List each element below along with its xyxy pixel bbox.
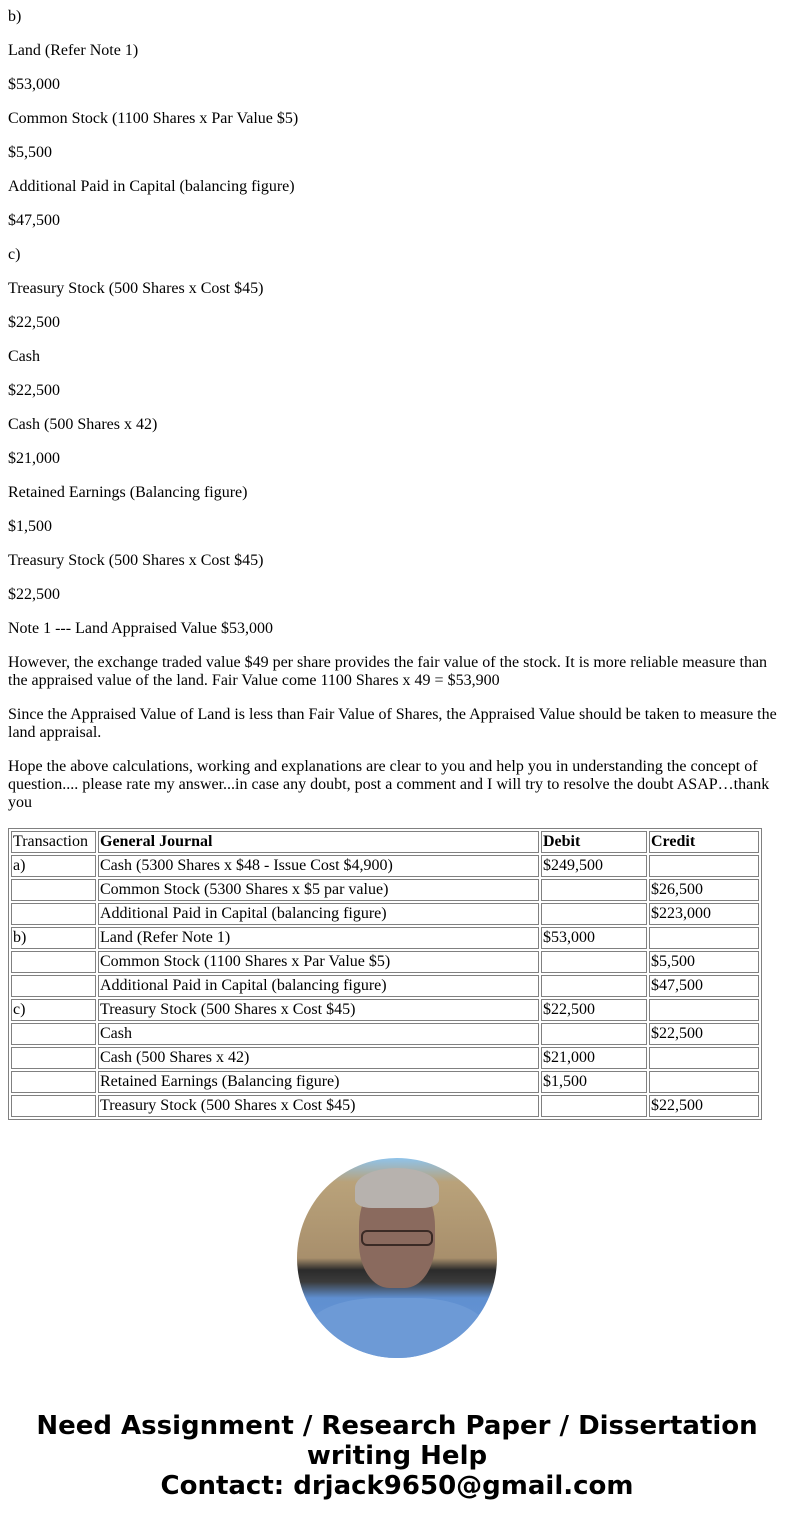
credit-cell: $22,500 bbox=[649, 1023, 759, 1045]
transaction-cell: c) bbox=[11, 999, 96, 1021]
table-row bbox=[11, 975, 759, 997]
transaction-cell bbox=[11, 1047, 96, 1069]
table-row bbox=[11, 927, 759, 949]
paragraph: Treasury Stock (500 Shares x Cost $45) bbox=[8, 552, 264, 569]
transaction-cell bbox=[11, 975, 96, 997]
debit-cell: $53,000 bbox=[541, 927, 647, 949]
credit-cell bbox=[649, 1071, 759, 1093]
journal-entry-group bbox=[11, 927, 759, 997]
credit-cell bbox=[649, 1047, 759, 1069]
transaction-cell bbox=[11, 1095, 96, 1117]
header-general-journal: General Journal bbox=[98, 831, 539, 853]
credit-cell: $47,500 bbox=[649, 975, 759, 997]
debit-cell bbox=[541, 879, 647, 901]
debit-cell: $1,500 bbox=[541, 1071, 647, 1093]
paragraph: $21,000 bbox=[8, 450, 60, 467]
paragraph: Land (Refer Note 1) bbox=[8, 42, 139, 59]
table-row bbox=[11, 879, 759, 901]
credit-cell bbox=[649, 999, 759, 1021]
paragraph: Common Stock (1100 Shares x Par Value $5) bbox=[8, 110, 299, 127]
paragraph: $47,500 bbox=[8, 212, 60, 229]
table-row bbox=[11, 903, 759, 925]
debit-cell bbox=[541, 1095, 647, 1117]
paragraph: $1,500 bbox=[8, 518, 52, 535]
paragraph: Treasury Stock (500 Shares x Cost $45) bbox=[8, 280, 264, 297]
promo-headline: Need Assignment / Research Paper / Dissertation writing Help bbox=[36, 1411, 758, 1471]
credit-cell bbox=[649, 927, 759, 949]
credit-cell bbox=[649, 855, 759, 877]
answer-text bbox=[8, 8, 786, 812]
paragraph: Cash bbox=[8, 348, 40, 365]
debit-cell bbox=[541, 1023, 647, 1045]
journal-entry-group bbox=[11, 855, 759, 925]
debit-cell bbox=[541, 903, 647, 925]
paragraph: $22,500 bbox=[8, 314, 60, 331]
journal-entry-cell: Additional Paid in Capital (balancing figure) bbox=[98, 975, 539, 997]
transaction-cell bbox=[11, 951, 96, 973]
paragraph: Since the Appraised Value of Land is less than Fair Value of Shares, the Appraised Value should be taken to measure the land appraisal. bbox=[8, 706, 777, 741]
debit-cell: $22,500 bbox=[541, 999, 647, 1021]
promo-contact: Contact: drjack9650@gmail.com bbox=[160, 1471, 634, 1501]
journal-entry-cell: Land (Refer Note 1) bbox=[98, 927, 539, 949]
credit-cell: $26,500 bbox=[649, 879, 759, 901]
journal-entry-cell: Cash (500 Shares x 42) bbox=[98, 1047, 539, 1069]
debit-cell: $21,000 bbox=[541, 1047, 647, 1069]
paragraph: Hope the above calculations, working and explanations are clear to you and help you in understanding the concept of question.... please rate my answer...in case any doubt, post a comment and I will try to resolve the doubt ASAP…thank you bbox=[8, 758, 770, 811]
journal-entry-cell: Cash bbox=[98, 1023, 539, 1045]
header-transaction: Transaction bbox=[11, 831, 96, 853]
paragraph: However, the exchange traded value $49 per share provides the fair value of the stock. It is more reliable measure than the appraised value of the land. Fair Value come 1100 Shares x 49 = $53,900 bbox=[8, 654, 768, 689]
header-debit: Debit bbox=[541, 831, 647, 853]
general-journal-table bbox=[8, 828, 762, 1120]
journal-entry-group bbox=[11, 999, 759, 1045]
paragraph: Cash (500 Shares x 42) bbox=[8, 416, 158, 433]
paragraph: c) bbox=[8, 246, 21, 263]
transaction-cell bbox=[11, 879, 96, 901]
credit-cell: $223,000 bbox=[649, 903, 759, 925]
author-avatar-container bbox=[8, 1158, 786, 1363]
credit-cell: $5,500 bbox=[649, 951, 759, 973]
debit-cell bbox=[541, 975, 647, 997]
journal-entry-cell: Treasury Stock (500 Shares x Cost $45) bbox=[98, 999, 539, 1021]
table-row bbox=[11, 999, 759, 1021]
paragraph: $22,500 bbox=[8, 586, 60, 603]
journal-entry-cell: Common Stock (5300 Shares x $5 par value) bbox=[98, 879, 539, 901]
table-header-row bbox=[11, 831, 759, 853]
paragraph: $22,500 bbox=[8, 382, 60, 399]
paragraph: Note 1 --- Land Appraised Value $53,000 bbox=[8, 620, 273, 637]
journal-entry-cell: Cash (5300 Shares x $48 - Issue Cost $4,900) bbox=[98, 855, 539, 877]
table-row bbox=[11, 1023, 759, 1045]
paragraph: Additional Paid in Capital (balancing figure) bbox=[8, 178, 295, 195]
journal-entry-cell: Additional Paid in Capital (balancing figure) bbox=[98, 903, 539, 925]
transaction-cell: b) bbox=[11, 927, 96, 949]
transaction-cell bbox=[11, 1023, 96, 1045]
journal-entry-cell: Treasury Stock (500 Shares x Cost $45) bbox=[98, 1095, 539, 1117]
debit-cell bbox=[541, 951, 647, 973]
paragraph: $5,500 bbox=[8, 144, 52, 161]
paragraph: Retained Earnings (Balancing figure) bbox=[8, 484, 248, 501]
table-row bbox=[11, 855, 759, 877]
transaction-cell: a) bbox=[11, 855, 96, 877]
journal-entry-cell: Retained Earnings (Balancing figure) bbox=[98, 1071, 539, 1093]
table-row bbox=[11, 1071, 759, 1093]
debit-cell: $249,500 bbox=[541, 855, 647, 877]
header-credit: Credit bbox=[649, 831, 759, 853]
paragraph: b) bbox=[8, 8, 22, 25]
author-avatar bbox=[297, 1158, 497, 1358]
table-header-group bbox=[11, 831, 759, 853]
promo-footer bbox=[8, 1411, 786, 1501]
credit-cell: $22,500 bbox=[649, 1095, 759, 1117]
table-row bbox=[11, 1047, 759, 1069]
table-row bbox=[11, 951, 759, 973]
paragraph: $53,000 bbox=[8, 76, 60, 93]
transaction-cell bbox=[11, 903, 96, 925]
table-row bbox=[11, 1095, 759, 1117]
journal-entry-cell: Common Stock (1100 Shares x Par Value $5) bbox=[98, 951, 539, 973]
journal-entry-group bbox=[11, 1047, 759, 1117]
transaction-cell bbox=[11, 1071, 96, 1093]
